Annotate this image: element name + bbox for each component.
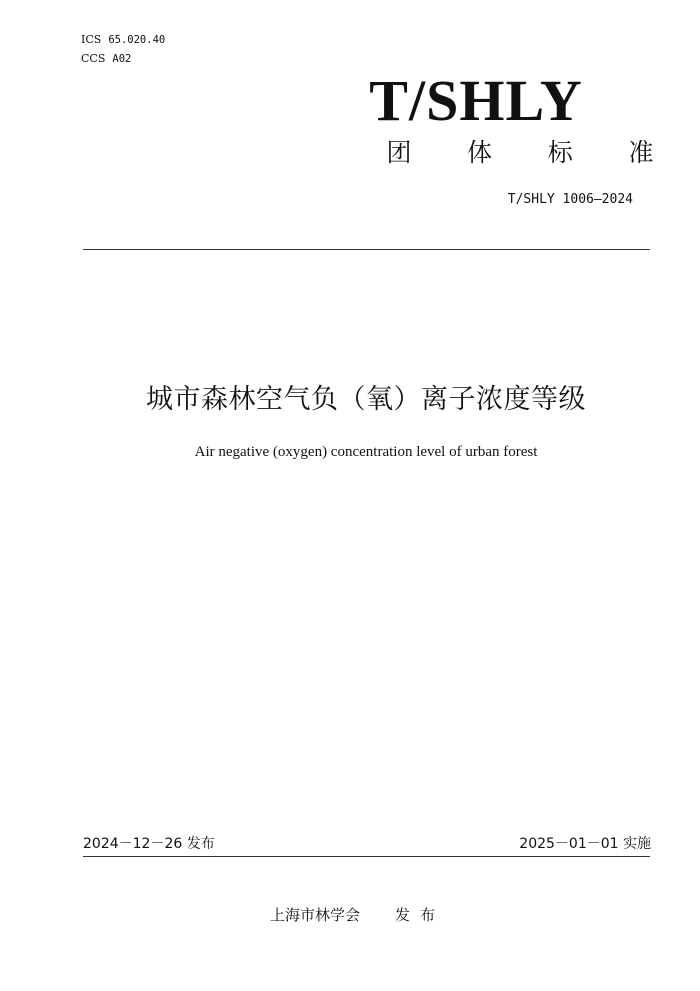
publisher [270,904,445,926]
standard-kind-char: 团 [386,138,412,167]
ics-classification [81,33,165,47]
standard-kind [386,136,654,170]
implementation-date: 2025－01－01 实施 [519,836,651,852]
top-divider [83,249,650,250]
standard-kind-char: 体 [467,138,493,167]
ccs-label: CCS [81,52,106,65]
title-english: Air negative (oxygen) concentration level of urban forest [194,444,538,460]
ics-label: ICS [81,33,102,46]
publisher-organization: 上海市林学会 [270,906,361,924]
ccs-classification [81,52,131,66]
publisher-action: 发布 [395,906,446,924]
standard-kind-char: 标 [547,138,573,167]
bottom-divider [83,856,650,857]
issue-date: 2024－12－26 发布 [83,836,215,852]
ics-code: 65.020.40 [108,34,166,46]
standard-logo: T/SHLY [369,68,583,133]
standard-number: T/SHLY 1006—2024 [507,192,633,207]
ccs-code: A02 [112,53,132,65]
title-chinese: 城市森林空气负（氧）离子浓度等级 [146,384,586,415]
standard-kind-char: 准 [628,138,654,167]
